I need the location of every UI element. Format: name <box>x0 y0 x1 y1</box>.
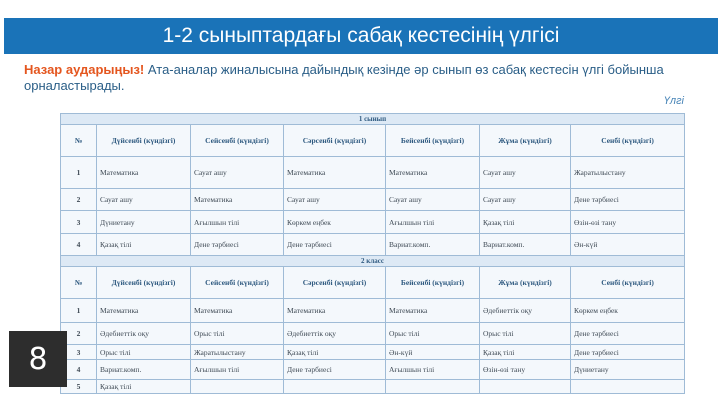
notice-text <box>24 62 694 94</box>
lesson-cell: Вариат.комп. <box>97 360 191 380</box>
lesson-number: 4 <box>61 360 97 380</box>
lesson-cell: Өзін-өзі тану <box>480 360 571 380</box>
notice-body: Ата-аналар жиналысына дайындық кезінде әр сынып өз сабақ кестесін үлгі бойынша орналастырады. <box>24 62 664 93</box>
lesson-cell: Дене тәрбиесі <box>571 345 685 360</box>
lesson-cell: Әдебиеттік оқу <box>480 299 571 323</box>
lesson-cell: Жаратылыстану <box>191 345 284 360</box>
lesson-cell: Сауат ашу <box>480 189 571 211</box>
lesson-cell: Дене тәрбиесі <box>571 323 685 345</box>
lesson-cell: Дене тәрбиесі <box>571 189 685 211</box>
lesson-cell: Жаратылыстану <box>571 157 685 189</box>
table-row <box>61 360 685 380</box>
lesson-number: 4 <box>61 234 97 256</box>
lesson-cell: Әдебиеттік оқу <box>284 323 386 345</box>
lesson-cell: Математика <box>386 157 480 189</box>
lesson-cell: Дене тәрбиесі <box>284 360 386 380</box>
lesson-cell <box>191 380 284 394</box>
lesson-cell: Өзін-өзі тану <box>571 211 685 234</box>
day-header: Бейсенбі (күндізгі) <box>386 125 480 157</box>
day-header: Сенбі (күндізгі) <box>571 125 685 157</box>
lesson-cell: Орыс тілі <box>191 323 284 345</box>
day-header: Сәрсенбі (күндізгі) <box>284 267 386 299</box>
lesson-cell <box>284 380 386 394</box>
lesson-number: 1 <box>61 157 97 189</box>
lesson-cell <box>386 380 480 394</box>
lesson-number: 5 <box>61 380 97 394</box>
grade2-label: 2 класс <box>61 256 685 267</box>
day-header: Сәрсенбі (күндізгі) <box>284 125 386 157</box>
lesson-cell: Вариат.комп. <box>386 234 480 256</box>
lesson-cell: Қазақ тілі <box>480 345 571 360</box>
lesson-cell: Математика <box>284 299 386 323</box>
grade1-label-row <box>61 114 685 125</box>
lesson-cell: Қазақ тілі <box>97 234 191 256</box>
lesson-cell: Математика <box>386 299 480 323</box>
lesson-number: 3 <box>61 345 97 360</box>
lesson-cell: Математика <box>97 299 191 323</box>
table-row <box>61 157 685 189</box>
table-row <box>61 380 685 394</box>
lesson-cell: Математика <box>191 189 284 211</box>
lesson-cell: Сауат ашу <box>284 189 386 211</box>
num-header: № <box>61 125 97 157</box>
lesson-cell: Сауат ашу <box>480 157 571 189</box>
lesson-cell: Ағылшын тілі <box>386 360 480 380</box>
lesson-cell: Дүниетану <box>97 211 191 234</box>
grade1-header-row <box>61 125 685 157</box>
lesson-cell: Сауат ашу <box>191 157 284 189</box>
day-header: Сенбі (күндізгі) <box>571 267 685 299</box>
lesson-cell: Сауат ашу <box>97 189 191 211</box>
day-header: Жұма (күндізгі) <box>480 267 571 299</box>
slide-title: 1-2 сыныптардағы сабақ кестесінің үлгісі <box>4 18 718 54</box>
lesson-cell: Қазақ тілі <box>97 380 191 394</box>
grade2-label-row <box>61 256 685 267</box>
lesson-cell: Математика <box>97 157 191 189</box>
lesson-cell: Ән-күй <box>571 234 685 256</box>
table-row <box>61 299 685 323</box>
day-header: Дүйсенбі (күндізгі) <box>97 267 191 299</box>
lesson-number: 2 <box>61 323 97 345</box>
lesson-cell: Орыс тілі <box>480 323 571 345</box>
grade2-header-row <box>61 267 685 299</box>
lesson-cell: Дене тәрбиесі <box>191 234 284 256</box>
lesson-cell: Қазақ тілі <box>480 211 571 234</box>
lesson-cell <box>480 380 571 394</box>
lesson-cell: Сауат ашу <box>386 189 480 211</box>
lesson-cell: Ағылшын тілі <box>191 211 284 234</box>
slide-number-badge: 8 <box>9 331 67 387</box>
lesson-cell: Қазақ тілі <box>284 345 386 360</box>
table-row <box>61 345 685 360</box>
schedule-table <box>60 113 685 394</box>
lesson-cell: Вариат.комп. <box>480 234 571 256</box>
day-header: Сейсенбі (күндізгі) <box>191 267 284 299</box>
lesson-cell: Дене тәрбиесі <box>284 234 386 256</box>
notice-warning: Назар аударыңыз! <box>24 62 145 77</box>
day-header: Дүйсенбі (күндізгі) <box>97 125 191 157</box>
lesson-number: 3 <box>61 211 97 234</box>
lesson-cell: Ағылшын тілі <box>386 211 480 234</box>
table-row <box>61 234 685 256</box>
lesson-cell: Әдебиеттік оқу <box>97 323 191 345</box>
lesson-cell: Көркем еңбек <box>571 299 685 323</box>
lesson-cell: Ән-күй <box>386 345 480 360</box>
lesson-number: 2 <box>61 189 97 211</box>
lesson-cell: Орыс тілі <box>97 345 191 360</box>
table-row <box>61 323 685 345</box>
lesson-cell <box>571 380 685 394</box>
day-header: Жұма (күндізгі) <box>480 125 571 157</box>
grade1-label: 1 сынып <box>61 114 685 125</box>
day-header: Бейсенбі (күндізгі) <box>386 267 480 299</box>
day-header: Сейсенбі (күндізгі) <box>191 125 284 157</box>
lesson-cell: Математика <box>191 299 284 323</box>
lesson-cell: Математика <box>284 157 386 189</box>
lesson-cell: Ағылшын тілі <box>191 360 284 380</box>
table-row <box>61 211 685 234</box>
sample-label: Үлгі <box>663 95 684 107</box>
lesson-number: 1 <box>61 299 97 323</box>
num-header: № <box>61 267 97 299</box>
lesson-cell: Дүниетану <box>571 360 685 380</box>
table-row <box>61 189 685 211</box>
lesson-cell: Көркем еңбек <box>284 211 386 234</box>
lesson-cell: Орыс тілі <box>386 323 480 345</box>
